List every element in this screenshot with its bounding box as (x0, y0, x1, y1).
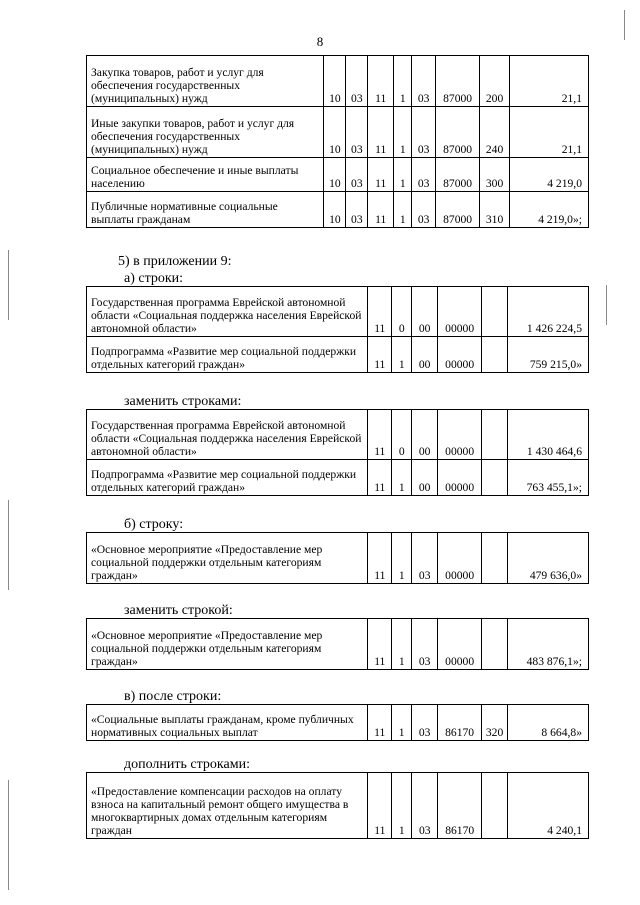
table-row (87, 773, 589, 839)
table-row (87, 56, 589, 107)
amount: 8 664,8» (508, 705, 589, 741)
program-code: 11 (368, 533, 392, 584)
direction-code: 87000 (436, 192, 480, 228)
amount: 483 876,1»; (508, 619, 589, 670)
activity-code: 03 (412, 705, 438, 741)
amount: 21,1 (510, 107, 589, 158)
add-rows-heading: дополнить строками: (124, 757, 250, 772)
direction-code: 87000 (436, 56, 480, 107)
activity-code: 03 (412, 533, 438, 584)
direction-code: 86170 (438, 773, 482, 839)
activity-code: 03 (412, 192, 436, 228)
row-name: Подпрограмма «Развитие мер социальной поддержки отдельных категорий граждан» (87, 460, 368, 496)
activity-code: 03 (412, 773, 438, 839)
page-number: 8 (316, 34, 324, 49)
activity-code: 00 (412, 287, 438, 337)
subprogram-code: 1 (394, 56, 412, 107)
amount: 4 219,0»; (510, 192, 589, 228)
amount: 1 426 224,5 (508, 287, 589, 337)
section-code: 10 (324, 56, 346, 107)
direction-code: 87000 (436, 107, 480, 158)
subsection-code: 03 (346, 107, 368, 158)
row-name: «Социальные выплаты гражданам, кроме публичных нормативных социальных выплат (87, 705, 368, 741)
program-code: 11 (368, 337, 392, 373)
expense-type-code: 200 (480, 56, 510, 107)
scan-margin-mark (8, 250, 9, 320)
direction-code: 87000 (436, 158, 480, 192)
budget-table-continuation (86, 55, 589, 228)
section-code: 10 (324, 192, 346, 228)
section-b-heading: б) строку: (124, 517, 184, 532)
direction-code: 86170 (438, 705, 482, 741)
amount: 479 636,0» (508, 533, 589, 584)
program-code: 11 (368, 56, 394, 107)
expense-type-code: 300 (480, 158, 510, 192)
program-code: 11 (368, 192, 394, 228)
subprogram-code: 0 (392, 410, 412, 460)
expense-type-code: 240 (480, 107, 510, 158)
scan-margin-mark (8, 500, 9, 590)
table-row (87, 287, 589, 337)
scan-margin-mark (624, 10, 625, 40)
expense-type-code: 310 (480, 192, 510, 228)
amount: 1 430 464,6 (508, 410, 589, 460)
amount: 4 240,1 (508, 773, 589, 839)
amount: 763 455,1»; (508, 460, 589, 496)
activity-code: 00 (412, 410, 438, 460)
subprogram-code: 1 (394, 107, 412, 158)
table-row (87, 410, 589, 460)
amount: 21,1 (510, 56, 589, 107)
program-code: 11 (368, 619, 392, 670)
row-name: Государственная программа Еврейской автономной области «Социальная поддержка населения Еврейской автономной области» (87, 287, 368, 337)
row-name: Государственная программа Еврейской автономной области «Социальная поддержка населения Еврейской автономной области» (87, 410, 368, 460)
section-5-heading: 5) в приложении 9: (118, 254, 232, 269)
subprogram-code: 1 (392, 533, 412, 584)
table-row (87, 533, 589, 584)
section-code: 10 (324, 158, 346, 192)
expense-type-code (482, 337, 508, 373)
expense-type-code (482, 410, 508, 460)
replace-row-heading: заменить строкой: (124, 603, 233, 618)
section-code: 10 (324, 107, 346, 158)
row-name: Подпрограмма «Развитие мер социальной поддержки отдельных категорий граждан» (87, 337, 368, 373)
direction-code: 00000 (438, 619, 482, 670)
program-code: 11 (368, 460, 392, 496)
table-row (87, 619, 589, 670)
expense-type-code (482, 773, 508, 839)
appendix9-replacement-rows (86, 409, 589, 496)
row-name: Социальное обеспечение и иные выплаты населению (87, 158, 324, 192)
section-a-heading: а) строки: (124, 271, 184, 286)
program-code: 11 (368, 107, 394, 158)
subsection-code: 03 (346, 56, 368, 107)
replace-rows-heading: заменить строками: (124, 394, 242, 409)
subprogram-code: 1 (392, 705, 412, 741)
activity-code: 00 (412, 337, 438, 373)
expense-type-code (482, 533, 508, 584)
subsection-code: 03 (346, 192, 368, 228)
table-row (87, 192, 589, 228)
activity-code: 03 (412, 107, 436, 158)
row-name: Закупка товаров, работ и услуг для обеспечения государственных (муниципальных) нужд (87, 56, 324, 107)
row-name: «Основное мероприятие «Предоставление мер социальной поддержки отдельным категориям граждан» (87, 533, 368, 584)
subprogram-code: 1 (394, 158, 412, 192)
table-row (87, 337, 589, 373)
section-v-heading: в) после строки: (124, 689, 222, 704)
program-code: 11 (368, 158, 394, 192)
row-name: «Предоставление компенсации расходов на оплату взноса на капитальный ремонт общего имущества в многоквартирных домах отдельным категориям граждан (87, 773, 368, 839)
scan-margin-mark (606, 285, 607, 325)
direction-code: 00000 (438, 410, 482, 460)
subprogram-code: 1 (392, 460, 412, 496)
amount: 4 219,0 (510, 158, 589, 192)
appendix9-original-row (86, 532, 589, 584)
appendix9-replacement-row (86, 618, 589, 670)
table-row (87, 705, 589, 741)
row-name: «Основное мероприятие «Предоставление мер социальной поддержки отдельным категориям граждан» (87, 619, 368, 670)
expense-type-code (482, 287, 508, 337)
program-code: 11 (368, 705, 392, 741)
direction-code: 00000 (438, 337, 482, 373)
subprogram-code: 0 (392, 287, 412, 337)
program-code: 11 (368, 410, 392, 460)
activity-code: 03 (412, 158, 436, 192)
activity-code: 03 (412, 56, 436, 107)
activity-code: 00 (412, 460, 438, 496)
scan-margin-mark (8, 780, 9, 890)
table-row (87, 107, 589, 158)
table-row (87, 460, 589, 496)
program-code: 11 (368, 287, 392, 337)
activity-code: 03 (412, 619, 438, 670)
subprogram-code: 1 (394, 192, 412, 228)
expense-type-code (482, 460, 508, 496)
direction-code: 00000 (438, 460, 482, 496)
subprogram-code: 1 (392, 619, 412, 670)
table-row (87, 158, 589, 192)
subprogram-code: 1 (392, 773, 412, 839)
row-name: Публичные нормативные социальные выплаты гражданам (87, 192, 324, 228)
program-code: 11 (368, 773, 392, 839)
direction-code: 00000 (438, 287, 482, 337)
appendix9-added-rows (86, 772, 589, 839)
appendix9-anchor-row (86, 704, 589, 741)
subsection-code: 03 (346, 158, 368, 192)
appendix9-original-rows (86, 286, 589, 373)
row-name: Иные закупки товаров, работ и услуг для обеспечения государственных (муниципальных) нужд (87, 107, 324, 158)
direction-code: 00000 (438, 533, 482, 584)
expense-type-code: 320 (482, 705, 508, 741)
subprogram-code: 1 (392, 337, 412, 373)
expense-type-code (482, 619, 508, 670)
amount: 759 215,0» (508, 337, 589, 373)
